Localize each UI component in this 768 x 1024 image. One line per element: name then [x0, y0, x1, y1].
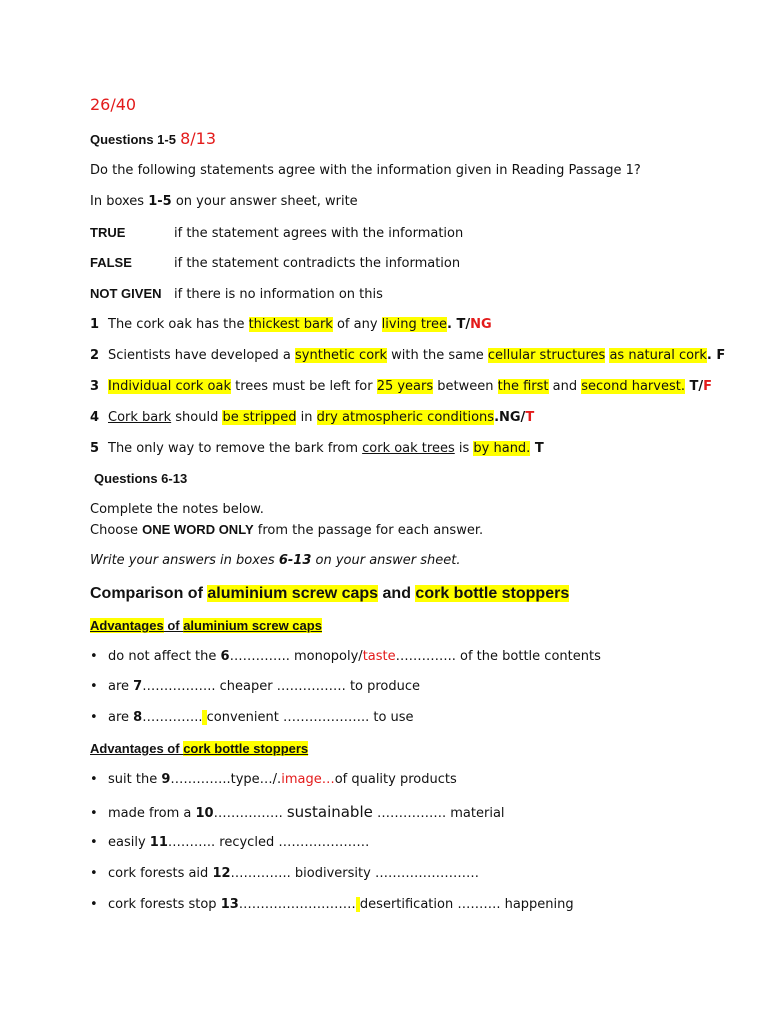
choose-instruction: Choose ONE WORD ONLY from the passage for each answer. — [90, 522, 484, 538]
bullet-icon: • — [90, 866, 98, 881]
note-item-9: • suit the 9…………..type…/.image…of quality products — [90, 772, 457, 787]
section1-heading: Questions 1-5 8/13 — [90, 129, 217, 148]
instruction-text: Do the following statements agree with the information given in Reading Passage 1? — [90, 163, 641, 178]
boxes-instruction: In boxes 1-5 on your answer sheet, write — [90, 194, 358, 209]
bullet-icon: • — [90, 649, 98, 664]
bullet-icon: • — [90, 897, 98, 912]
question-4: 4 Cork bark should be stripped in dry atmospheric conditions.NG/T — [90, 410, 535, 425]
advantages-stoppers-heading: Advantages of cork bottle stoppers — [90, 741, 309, 756]
question-1: 1 The cork oak has the thickest bark of any living tree. T/NG — [90, 317, 492, 332]
question-3: 3 Individual cork oak trees must be left for 25 years between the first and second harvest. T/F — [90, 379, 713, 394]
note-item-7: • are 7…………….. cheaper ……………. to produce — [90, 679, 421, 694]
def-false: FALSE if the statement contradicts the information — [90, 255, 461, 271]
answer-mark: T — [525, 410, 535, 425]
bullet-icon: • — [90, 710, 98, 725]
note-item-10: • made from a 10……………. sustainable ……………. material — [90, 803, 505, 821]
def-not-given: NOT GIVEN if there is no information on this — [90, 286, 383, 302]
section2-heading: Questions 6-13 — [94, 471, 188, 486]
answer-mark: NG — [470, 317, 492, 332]
bullet-icon: • — [90, 835, 98, 850]
notes-title: Comparison of aluminium screw caps and cork bottle stoppers — [90, 585, 570, 602]
total-score: 26/40 — [90, 95, 137, 114]
write-instruction: Write your answers in boxes 6-13 on your answer sheet. — [90, 553, 461, 568]
note-item-13: • cork forests stop 13……………………… desertification ………. happening — [90, 897, 574, 912]
note-item-6: • do not affect the 6………….. monopoly/taste………….. of the bottle contents — [90, 649, 601, 664]
section1-score: 8/13 — [180, 129, 217, 148]
bullet-icon: • — [90, 679, 98, 694]
answer-mark: F — [703, 379, 713, 394]
question-5: 5 The only way to remove the bark from cork oak trees is by hand. T — [90, 441, 544, 456]
def-true: TRUE if the statement agrees with the information — [90, 225, 464, 241]
bullet-icon: • — [90, 806, 98, 821]
note-item-8: • are 8………….. convenient ……………….. to use — [90, 710, 414, 725]
note-item-11: • easily 11……….. recycled ………………… — [90, 835, 370, 850]
question-2: 2 Scientists have developed a synthetic cork with the same cellular structures as natural cork. F — [90, 348, 726, 363]
complete-notes: Complete the notes below. — [90, 502, 264, 517]
advantages-caps-heading: Advantages of aluminium screw caps — [90, 618, 322, 633]
note-item-12: • cork forests aid 12………….. biodiversity …………………… — [90, 866, 479, 881]
bullet-icon: • — [90, 772, 98, 787]
